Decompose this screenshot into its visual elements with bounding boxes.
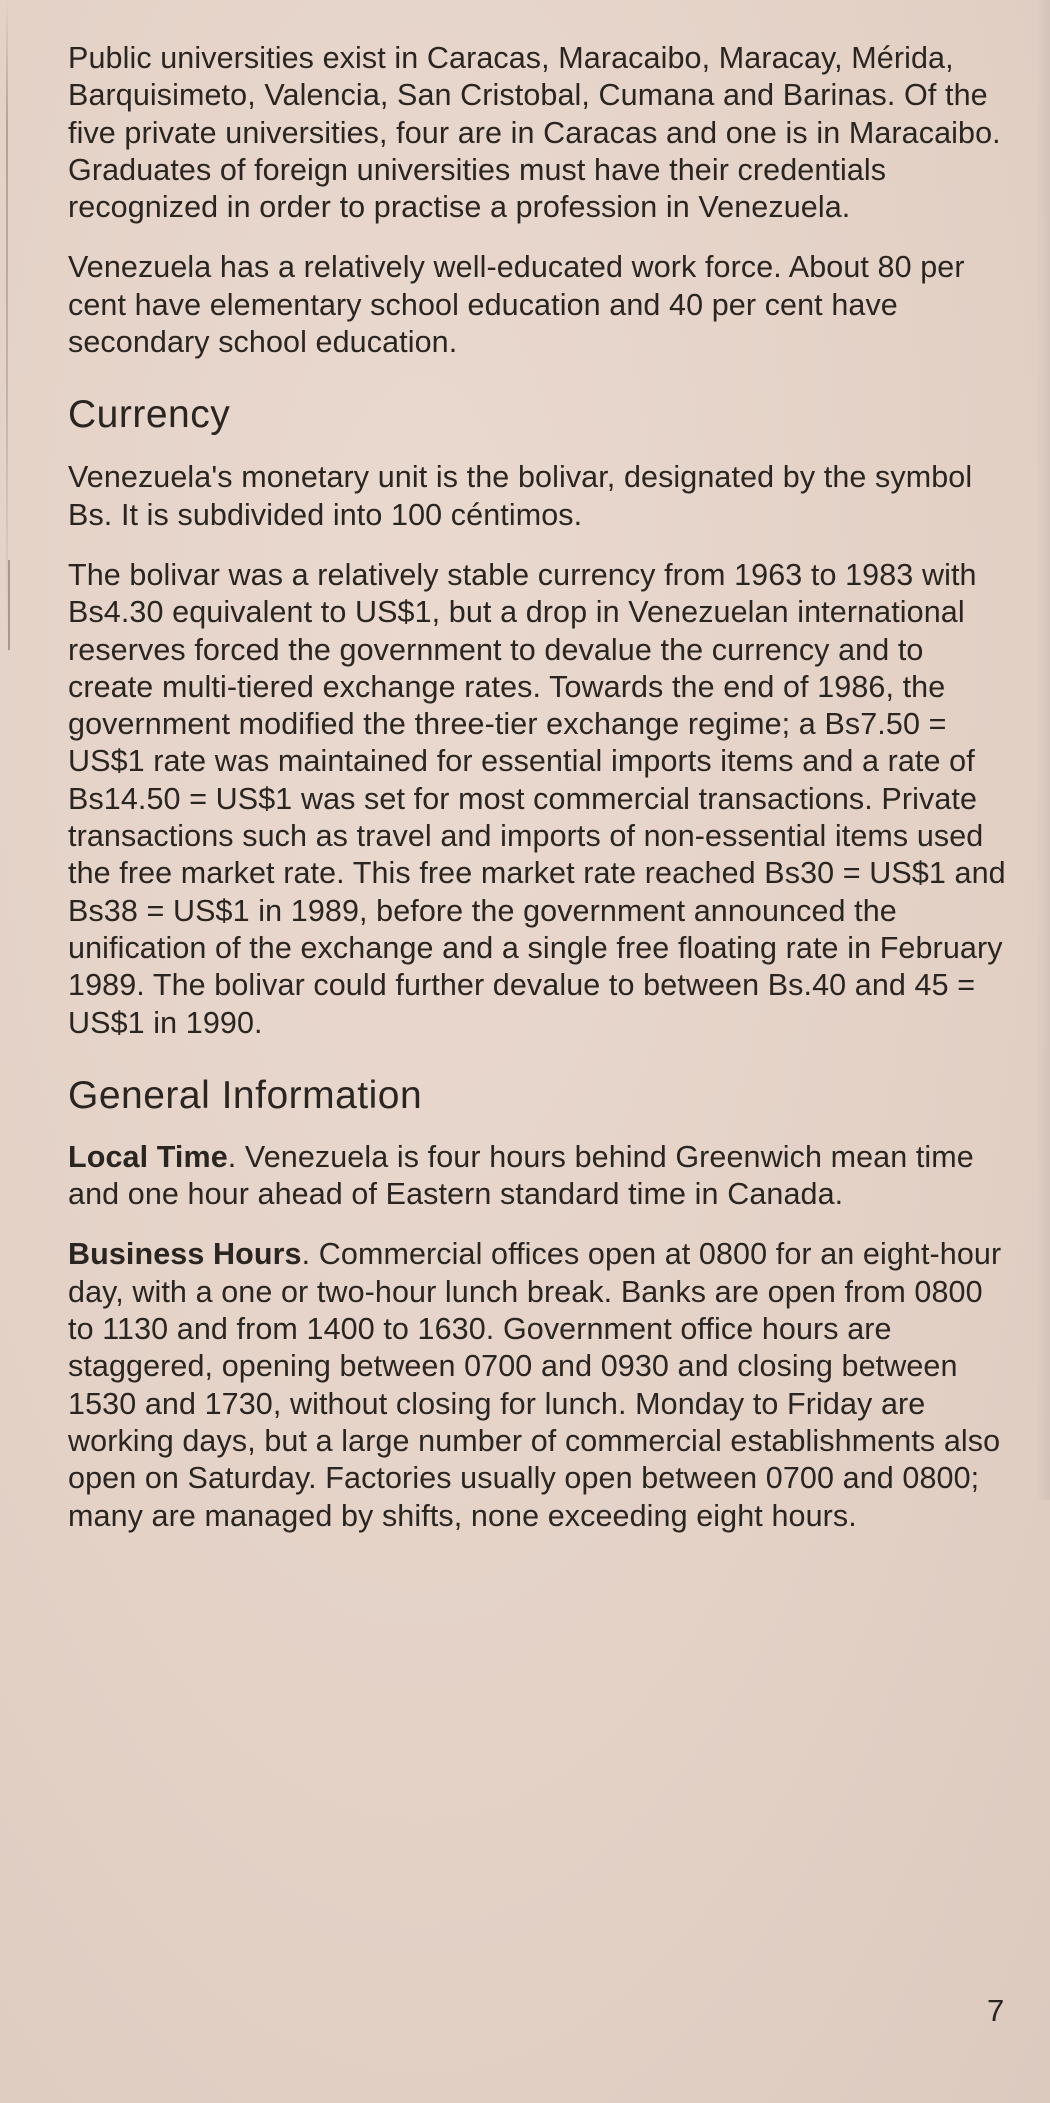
general-information-heading: General Information xyxy=(68,1073,423,1117)
universities-paragraph: Public universities exist in Caracas, Maracaibo, Maracay, Mérida, Barquisimeto, Valencia, San Cristobal, Cumana and Barinas. Of the five private universities, four are in Caracas and one is in Maracaibo. Graduates of foreign universities must have their credentials recognized in order to practise a profession in Venezuela. xyxy=(68,41,1001,225)
currency-heading: Currency xyxy=(68,393,231,437)
local-time-label: Local Time xyxy=(68,1139,228,1174)
page-number: 7 xyxy=(987,1993,1005,2028)
currency-unit-paragraph: Venezuela's monetary unit is the bolivar, designated by the symbol Bs. It is subdivided into 100 céntimos. xyxy=(68,460,973,532)
business-hours-label: Business Hours xyxy=(68,1237,302,1272)
page-binding-edge xyxy=(6,0,8,640)
local-time-paragraph xyxy=(68,1139,1013,1214)
local-time-text: . Venezuela is four hours behind Greenwich mean time and one hour ahead of Eastern standard time in Canada. xyxy=(68,1139,974,1212)
page-content xyxy=(68,40,1013,1535)
business-hours-text: . Commercial offices open at 0800 for an eight-hour day, with a one or two-hour lunch break. Banks are open from 0800 to 1130 and from 1400 to 1630. Government office hours are staggered, opening between 0700 and 0930 and closing between 1530 and 1730, without closing for lunch. Monday to Friday are working days, but a large number of commercial establishments also open on Saturday. Factories usually open between 0700 and 0800; many are managed by shifts, none exceeding eight hours. xyxy=(68,1237,1002,1533)
page-right-edge-shadow xyxy=(1036,0,1050,1500)
business-hours-paragraph xyxy=(68,1236,1013,1534)
bolivar-history-paragraph: The bolivar was a relatively stable currency from 1963 to 1983 with Bs4.30 equivalent to US$1, but a drop in Venezuelan international reserves forced the government to devalue the currency and to create multi-tiered exchange rates. Towards the end of 1986, the government modified the three-tier exchange regime; a Bs7.50 = US$1 rate was maintained for essential imports items and a rate of Bs14.50 = US$1 was set for most commercial transactions. Private transactions such as travel and imports of non-essential items used the free market rate. This free market rate reached Bs30 = US$1 and Bs38 = US$1 in 1989, before the government announced the unification of the exchange and a single free floating rate in February 1989. The bolivar could further devalue to between Bs.40 and 45 = US$1 in 1990. xyxy=(68,557,1006,1040)
workforce-paragraph: Venezuela has a relatively well-educated work force. About 80 per cent have elementary school education and 40 per cent have secondary school education. xyxy=(68,250,965,360)
page-binding-mark xyxy=(8,560,10,650)
